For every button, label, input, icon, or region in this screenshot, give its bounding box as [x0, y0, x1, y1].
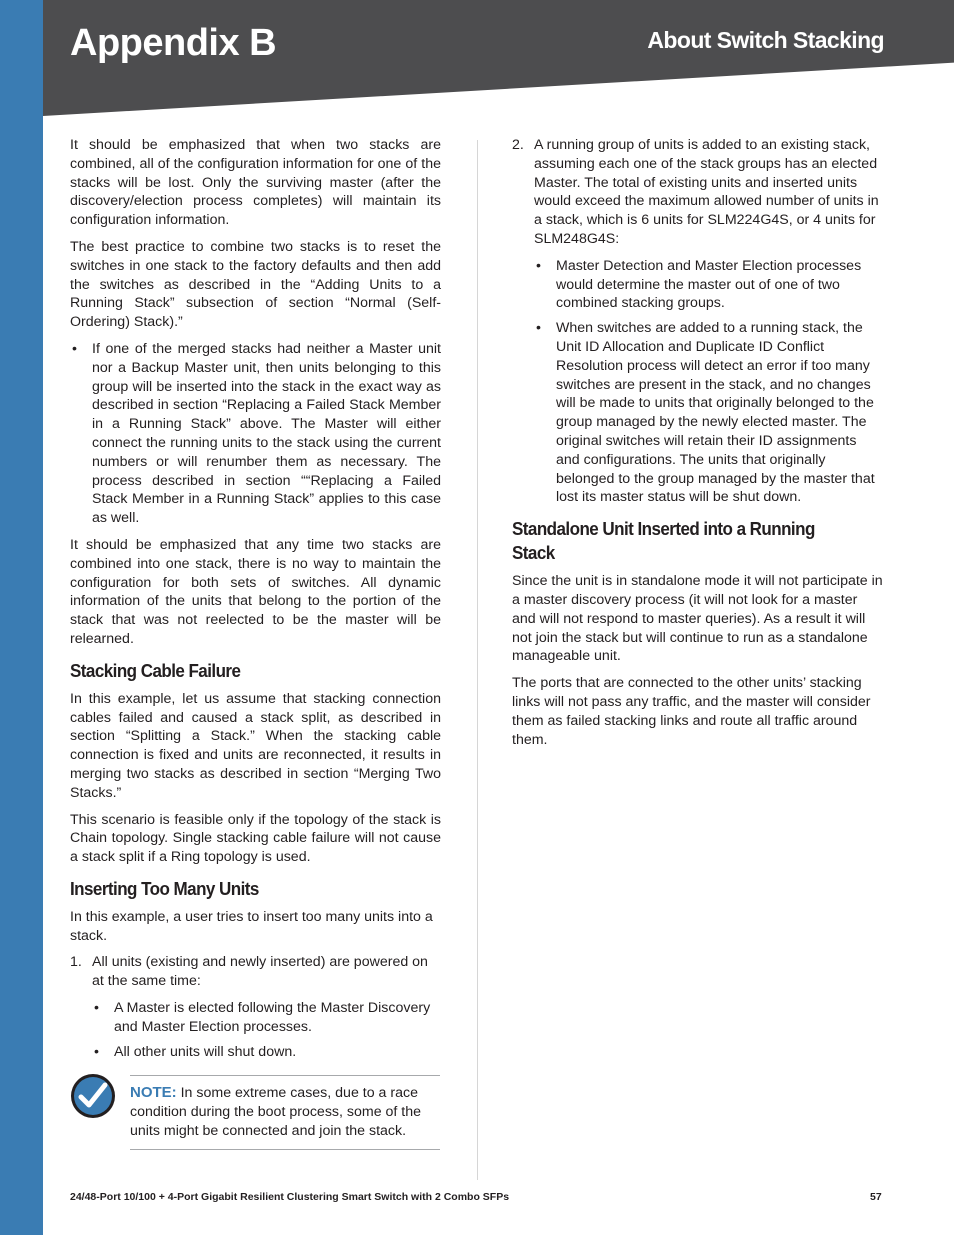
note-label: NOTE: — [130, 1084, 177, 1102]
bullet-list — [534, 257, 884, 507]
paragraph: It should be emphasized that when two stacks are combined, all of the configuration information for one of the stacks will be lost. Only the surviving master (after the discovery/election process completes) will maintain its configuration information. — [70, 137, 441, 229]
note-box — [130, 1075, 440, 1149]
list-item: • Master Detection and Master Election processes would determine the master out of one of two combined stacking groups. — [534, 257, 884, 313]
checkmark-icon — [70, 1073, 116, 1119]
list-number: 1. — [70, 954, 82, 971]
section-title: About Switch Stacking — [647, 27, 884, 53]
paragraph: In this example, a user tries to insert too many units into a stack. — [70, 908, 433, 944]
heading-standalone-unit: Standalone Unit Inserted into a Running Stack — [512, 518, 815, 564]
list-item: • When switches are added to a running stack, the Unit ID Allocation and Duplicate ID Conflict Resolution process will detect an error if too many switches are present in the stack, and no changes will be made to units that originally belonged to the group managed by the newly elected master. The original switches will retain their ID assignments and configurations. The units that originally belonged to the group managed by the master that lost its master status will be shut down. — [534, 319, 884, 507]
right-column — [512, 136, 884, 757]
side-accent-bar — [0, 0, 43, 1235]
list-item-text: All units (existing and newly inserted) are powered on at the same time: — [92, 954, 428, 990]
heading-stacking-cable-failure: Stacking Cable Failure — [70, 659, 241, 681]
paragraph: This scenario is feasible only if the topology of the stack is Chain topology. Single stacking cable failure will not cause a stack split if a Ring topology is used. — [70, 811, 441, 866]
paragraph: The ports that are connected to the other units’ stacking links will not pass any traffic, and the master will consider them as failed stacking links and route all traffic around them. — [512, 675, 871, 748]
bullet-list — [92, 999, 441, 1061]
column-divider — [477, 140, 478, 1180]
left-column — [70, 136, 441, 1150]
note-text: In some extreme cases, due to a race condition during the boot process, some of the units might be connected and join the stack. — [130, 1085, 422, 1140]
list-item: • All other units will shut down. — [92, 1043, 441, 1062]
paragraph: Since the unit is in standalone mode it will not participate in a master discovery process (it will not look for a master and will not respond to master queries). As a result it will not join the stack but will continue to run as a standalone manageable unit. — [512, 573, 883, 665]
bullet-list — [70, 340, 441, 528]
paragraph: In this example, let us assume that stacking connection cables failed and caused a stack split, as described in section “Splitting a Stack.” When the stacking cable connection is fixed and units are reconnected, it results in merging two stacks as described in section “Merging Two Stacks.” — [70, 690, 441, 801]
page-number: 57 — [870, 1191, 882, 1203]
list-item-text: A running group of units is added to an existing stack, assuming each one of the stack groups has an elected Master. The total of existing units and inserted units would exceed the maximum allowed number of units in a stack, which is 6 units for SLM224G4S, or 4 units for SLM248G4S: — [534, 137, 879, 247]
page-title: Appendix B — [70, 22, 277, 64]
list-number: 2. — [512, 137, 524, 153]
numbered-list — [512, 136, 884, 507]
list-item — [70, 953, 441, 1061]
paragraph: The best practice to combine two stacks is to reset the switches in one stack to the factory defaults and then add the switches as described in the “Adding Units to a Running Stack” subsection of section “Normal (Self-Ordering) Stack).” — [70, 238, 441, 331]
heading-inserting-too-many-units: Inserting Too Many Units — [70, 877, 259, 899]
list-item — [512, 136, 884, 507]
paragraph: It should be emphasized that any time two stacks are combined into one stack, there is no way to maintain the configuration for both sets of switches. All dynamic information of the units that belong to the portion of the stack that was not reelected to be the master will be relearned. — [70, 536, 441, 647]
list-item: • A Master is elected following the Master Discovery and Master Election processes. — [92, 999, 441, 1037]
list-item: • If one of the merged stacks had neither a Master unit nor a Backup Master unit, then units belonging to this group will be inserted into the stack in the exact way as described in section “Replacing a Failed Stack Member in a Running Stack” above. The Master will either connect the running units to the stack using the current numbers or will renumber them as necessary. The process described in section ““Replacing a Failed Stack Member in a Running Stack” applies to this case as well. — [70, 340, 441, 528]
numbered-list — [70, 953, 441, 1061]
footer-product-name: 24/48-Port 10/100 + 4-Port Gigabit Resilient Clustering Smart Switch with 2 Combo SFPs — [70, 1191, 510, 1203]
